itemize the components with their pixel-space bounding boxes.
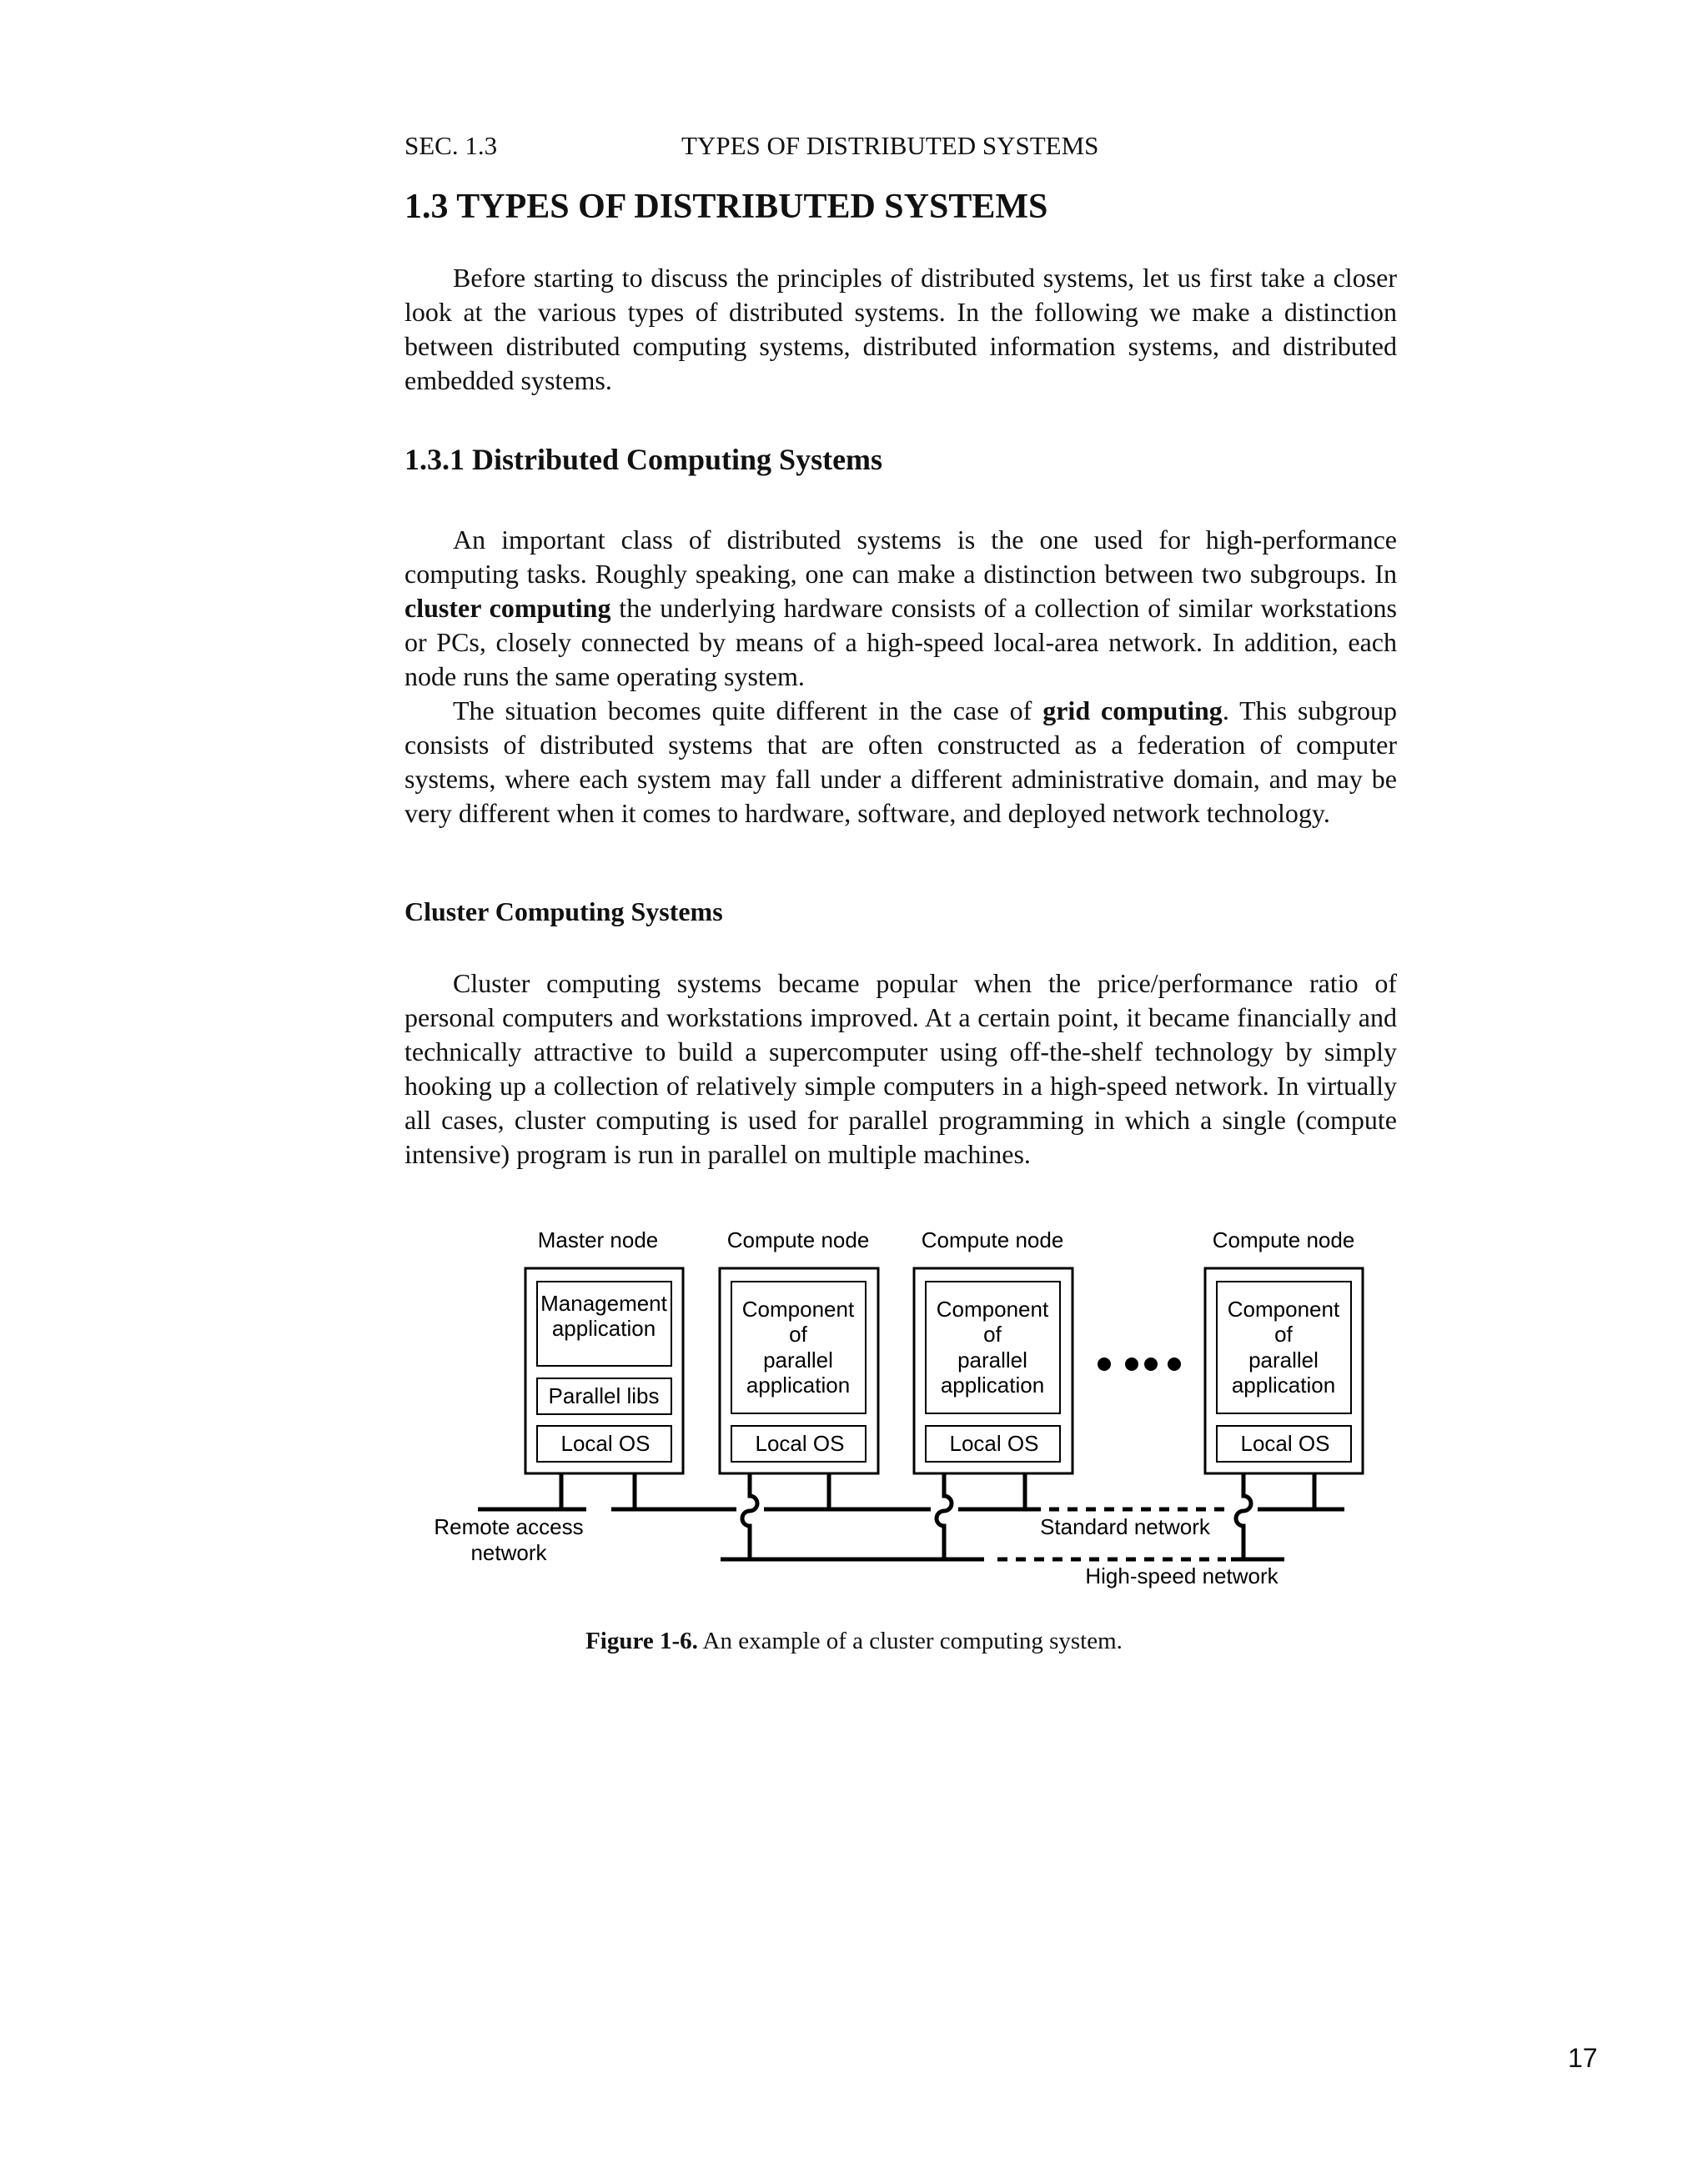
compute-node-3 bbox=[1205, 1227, 1363, 1473]
subsubsection-heading: Cluster Computing Systems bbox=[404, 896, 723, 926]
component-line-3: parallel bbox=[763, 1347, 833, 1373]
component-box bbox=[731, 1282, 866, 1413]
cluster-computing-paragraph bbox=[404, 523, 1397, 694]
component-box bbox=[1217, 1282, 1351, 1413]
running-head-section: SEC. 1.3 bbox=[404, 131, 498, 160]
compute-node-box bbox=[720, 1268, 878, 1473]
paragraph-text: The situation becomes quite different in the case of bbox=[453, 695, 1043, 725]
compute-node-title: Compute node bbox=[726, 1227, 870, 1252]
component-line-4: application bbox=[1231, 1373, 1336, 1398]
page-number: 17 bbox=[1568, 2043, 1598, 2073]
standard-network-label: Standard network bbox=[1040, 1514, 1210, 1539]
caption-text: An example of a cluster computing system. bbox=[697, 1628, 1123, 1654]
component-line-3: parallel bbox=[957, 1347, 1027, 1373]
local-os-box bbox=[926, 1426, 1060, 1462]
master-node-box bbox=[525, 1268, 683, 1473]
component-line-1: Component bbox=[741, 1297, 855, 1322]
parallel-libs-label: Parallel libs bbox=[548, 1383, 660, 1408]
compute-node-box bbox=[914, 1268, 1073, 1473]
compute-node-box bbox=[1205, 1268, 1363, 1473]
local-os-label: Local OS bbox=[560, 1431, 651, 1456]
more-nodes-ellipsis bbox=[1098, 1357, 1181, 1371]
compute-node-2 bbox=[914, 1227, 1073, 1473]
intro-paragraph: Before starting to discuss the principles of distributed systems, let us first take a closer look at the various types of distributed systems. In the following we make a distinction between distributed computing systems, distributed information systems, and distributed embedded systems. bbox=[404, 263, 1397, 395]
compute-node-title: Compute node bbox=[1212, 1227, 1355, 1252]
local-os-label: Local OS bbox=[949, 1431, 1039, 1456]
local-os-label: Local OS bbox=[1240, 1431, 1330, 1456]
component-line-4: application bbox=[940, 1373, 1045, 1398]
paragraph-text: . This subgroup consists of distributed systems that are often constructed as a federation of computer systems, where each system may fall under a different administrative domain, and may be very different when it comes to hardware, software, and deployed network technology. bbox=[404, 695, 1398, 828]
parallel-libs-box bbox=[537, 1378, 671, 1414]
paragraph-text: the underlying hardware consists of a collection of similar workstations or PCs, closely connected by means of a high-speed local-area network. In addition, each node runs the same operating system. bbox=[404, 593, 1398, 691]
master-node-title: Master node bbox=[537, 1227, 659, 1252]
component-line-1: Component bbox=[936, 1297, 1049, 1322]
local-os-box bbox=[731, 1426, 866, 1462]
local-os-box bbox=[537, 1426, 671, 1462]
network-wiring bbox=[478, 1473, 1344, 1559]
component-line-1: Component bbox=[1227, 1297, 1340, 1322]
section-heading: 1.3 TYPES OF DISTRIBUTED SYSTEMS bbox=[404, 188, 1048, 226]
compute-node-1 bbox=[720, 1227, 878, 1473]
management-app-line-2: application bbox=[551, 1316, 656, 1341]
running-head-title: TYPES OF DISTRIBUTED SYSTEMS bbox=[681, 131, 1099, 160]
high-speed-network-label: High-speed network bbox=[1085, 1563, 1278, 1588]
remote-access-label-line-1: Remote access bbox=[434, 1514, 584, 1539]
compute-node-title: Compute node bbox=[921, 1227, 1064, 1252]
component-line-2: of bbox=[789, 1322, 807, 1347]
figure-caption bbox=[0, 1628, 1708, 1655]
local-os-label: Local OS bbox=[755, 1431, 845, 1456]
management-app-box bbox=[537, 1282, 671, 1366]
subsection-heading: 1.3.1 Distributed Computing Systems bbox=[404, 443, 883, 476]
term-cluster-computing: cluster computing bbox=[404, 593, 611, 623]
paragraph-text: An important class of distributed systems is the one used for high-performance computing tasks. Roughly speaking, one can make a distinction between two subgroups. In bbox=[404, 524, 1397, 589]
component-line-3: parallel bbox=[1248, 1347, 1319, 1373]
term-grid-computing: grid computing bbox=[1042, 695, 1223, 725]
component-line-2: of bbox=[983, 1322, 1002, 1347]
remote-access-label-line-2: network bbox=[470, 1540, 547, 1565]
component-box bbox=[926, 1282, 1060, 1413]
figure-label: Figure 1-6. bbox=[585, 1628, 698, 1654]
master-node bbox=[525, 1227, 683, 1473]
component-line-4: application bbox=[746, 1373, 851, 1398]
cluster-systems-paragraph: Cluster computing systems became popular when the price/performance ratio of personal computers and workstations improved. At a certain point, it became financially and technically attractive to build a supercomputer using off-the-shelf technology by simply hooking up a collection of relatively simple computers in a high-speed network. In virtually all cases, cluster computing is used for parallel programming in which a single (compute intensive) program is run in parallel on multiple machines. bbox=[404, 968, 1397, 1169]
grid-computing-paragraph bbox=[404, 694, 1397, 831]
management-app-line-1: Management bbox=[540, 1291, 667, 1316]
local-os-box bbox=[1217, 1426, 1351, 1462]
component-line-2: of bbox=[1274, 1322, 1293, 1347]
